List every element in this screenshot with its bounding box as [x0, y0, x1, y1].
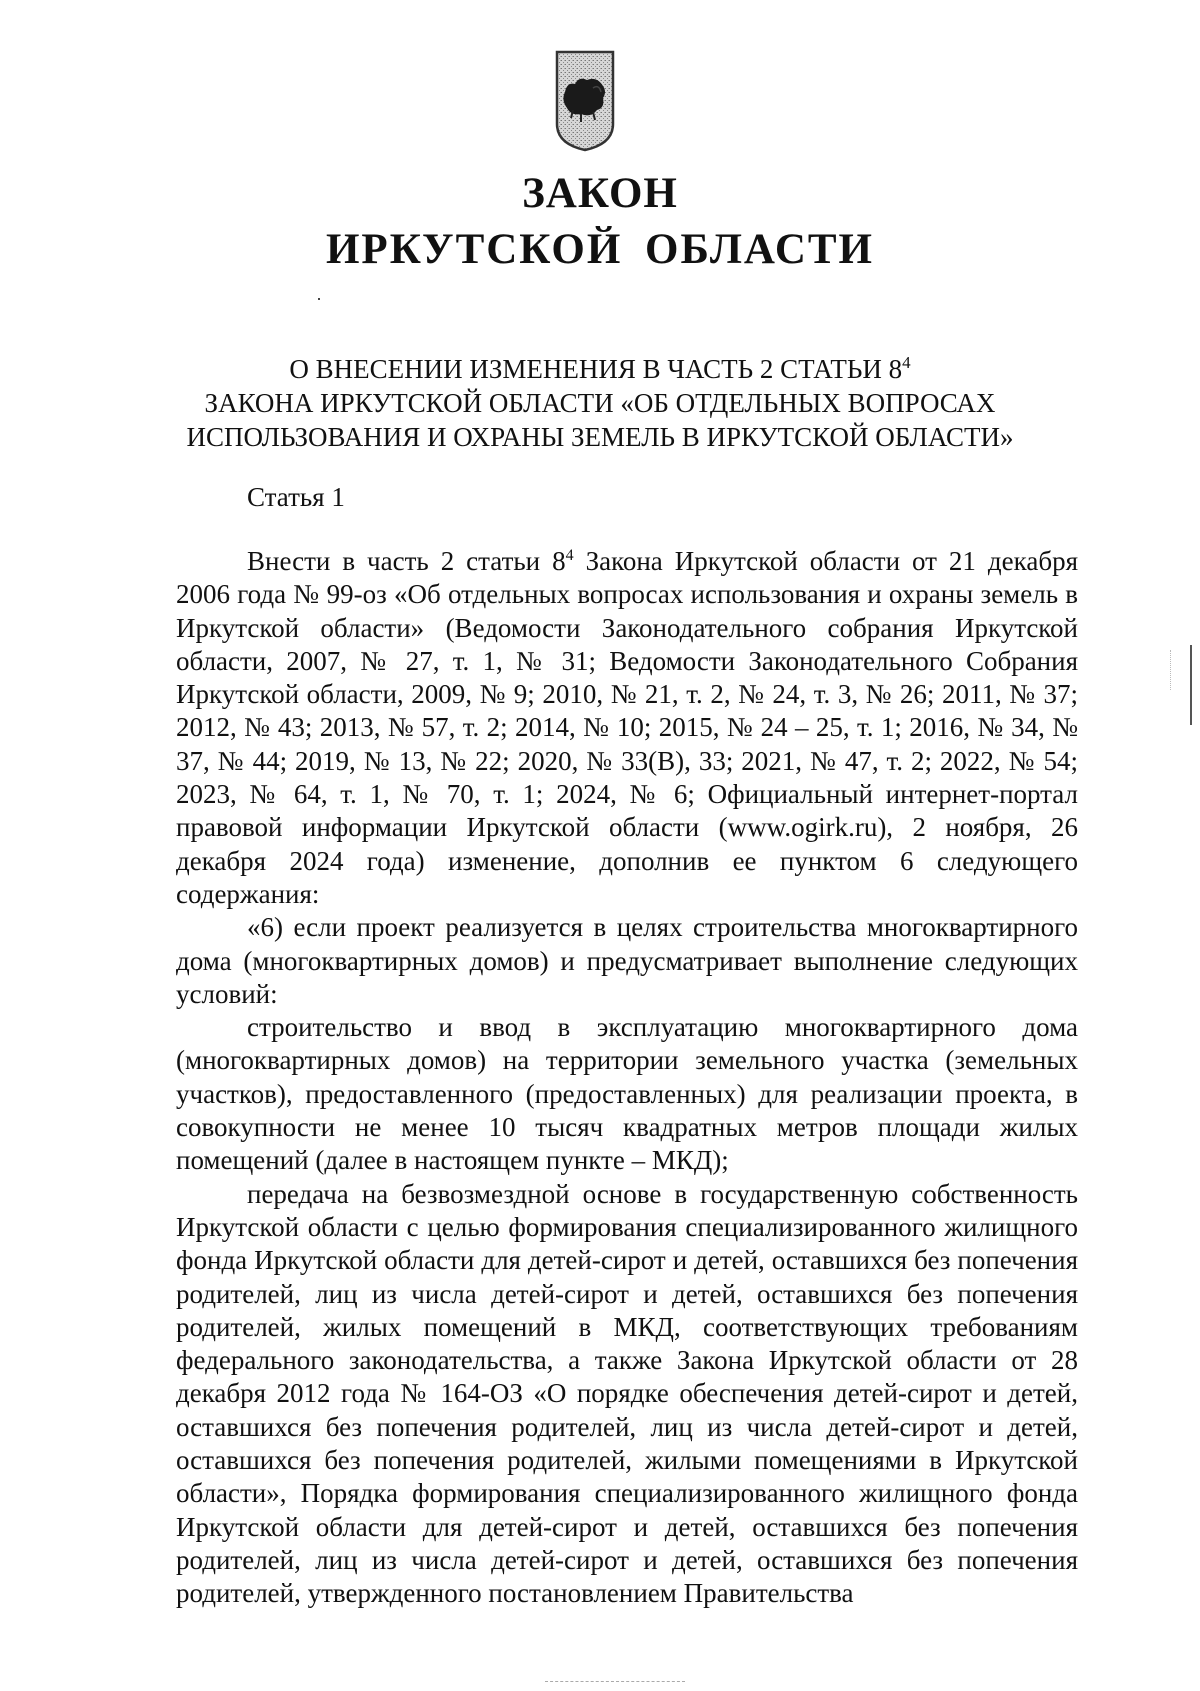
article-body	[176, 545, 1078, 1611]
region-title: ИРКУТСКОЙ ОБЛАСТИ	[325, 226, 874, 273]
paragraph-2: «6) если проект реализуется в целях строительства многоквартирного дома (многоквартирных домов) и предусматривает выполнение следующих условий:	[176, 912, 1078, 1009]
paragraph-4: передача на безвозмездной основе в государственную собственность Иркутской области с целью формирования специализированного жилищного фонда Иркутской области для детей-сирот и детей, оставшихся без попечения родителей, лиц из числа детей-сирот и детей, оставшихся без попечения родителей, жилых помещений в МКД, соответствующих требованиям федерального законодательства, а также Закона Иркутской области от 28 декабря 2012 года № 164-ОЗ «О порядке обеспечения детей-сирот и детей, оставшихся без попечения родителей, лиц из числа детей-сирот и детей, оставшихся без попечения родителей, жилыми помещениями в Иркутской области», Порядка формирования специализированного жилищного фонда Иркутской области для детей-сирот и детей, оставшихся без попечения родителей, лиц из числа детей-сирот и детей, оставшихся без попечения родителей, утвержденного постановлением Правительства	[176, 1178, 1078, 1609]
scan-edge-mark	[1190, 645, 1192, 725]
coat-of-arms-icon	[553, 48, 617, 152]
scan-edge-dots	[1170, 650, 1185, 690]
paragraph-3: строительство и ввод в эксплуатацию многоквартирного дома (многоквартирных домов) на территории земельного участка (земельных участков), предоставленного (предоставленных) для реализации проекта, в совокупности не менее 10 тысяч квадратных метров площади жилых помещений (далее в настоящем пункте – МКД);	[176, 1012, 1078, 1176]
law-subject	[150, 352, 1050, 454]
subject-line-2: ЗАКОНА ИРКУТСКОЙ ОБЛАСТИ «ОБ ОТДЕЛЬНЫХ ВОПРОСАХ	[204, 388, 996, 418]
subject-line-1: О ВНЕСЕНИИ ИЗМЕНЕНИЯ В ЧАСТЬ 2 СТАТЬИ $8^4$	[289, 353, 911, 384]
article-heading: Статья 1	[247, 482, 345, 512]
scan-bottom-line	[545, 1681, 685, 1683]
law-title: ЗАКОН	[522, 170, 678, 217]
superscript: 4	[565, 547, 574, 564]
scan-dot	[318, 298, 320, 300]
superscript: 4	[902, 353, 911, 372]
subject-line-3: ИСПОЛЬЗОВАНИЯ И ОХРАНЫ ЗЕМЕЛЬ В ИРКУТСКОЙ ОБЛАСТИ»	[186, 422, 1014, 452]
paragraph-1: Внести в часть 2 статьи $8^4$ Закона Иркутской области от 21 декабря 2006 года № 99-оз «Об отдельных вопросах использования и охраны земель в Иркутской области» (Ведомости Законодательного собрания Иркутской области, 2007, № 27, т. 1, № 31; Ведомости Законодательного Собрания Иркутской области, 2009, № 9; 2010, № 21, т. 2, № 24, т. 3, № 26; 2011, № 37; 2012, № 43; 2013, № 57, т. 2; 2014, № 10; 2015, № 24 – 25, т. 1; 2016, № 34, № 37, № 44; 2019, № 13, № 22; 2020, № 33(В), 33; 2021, № 47, т. 2; 2022, № 54; 2023, № 64, т. 1, № 70, т. 1; 2024, № 6; Официальный интернет-портал правовой информации Иркутской области (www.ogirk.ru), 2 ноября, 26 декабря 2024 года) изменение, дополнив ее пунктом 6 следующего содержания:	[176, 546, 1078, 909]
